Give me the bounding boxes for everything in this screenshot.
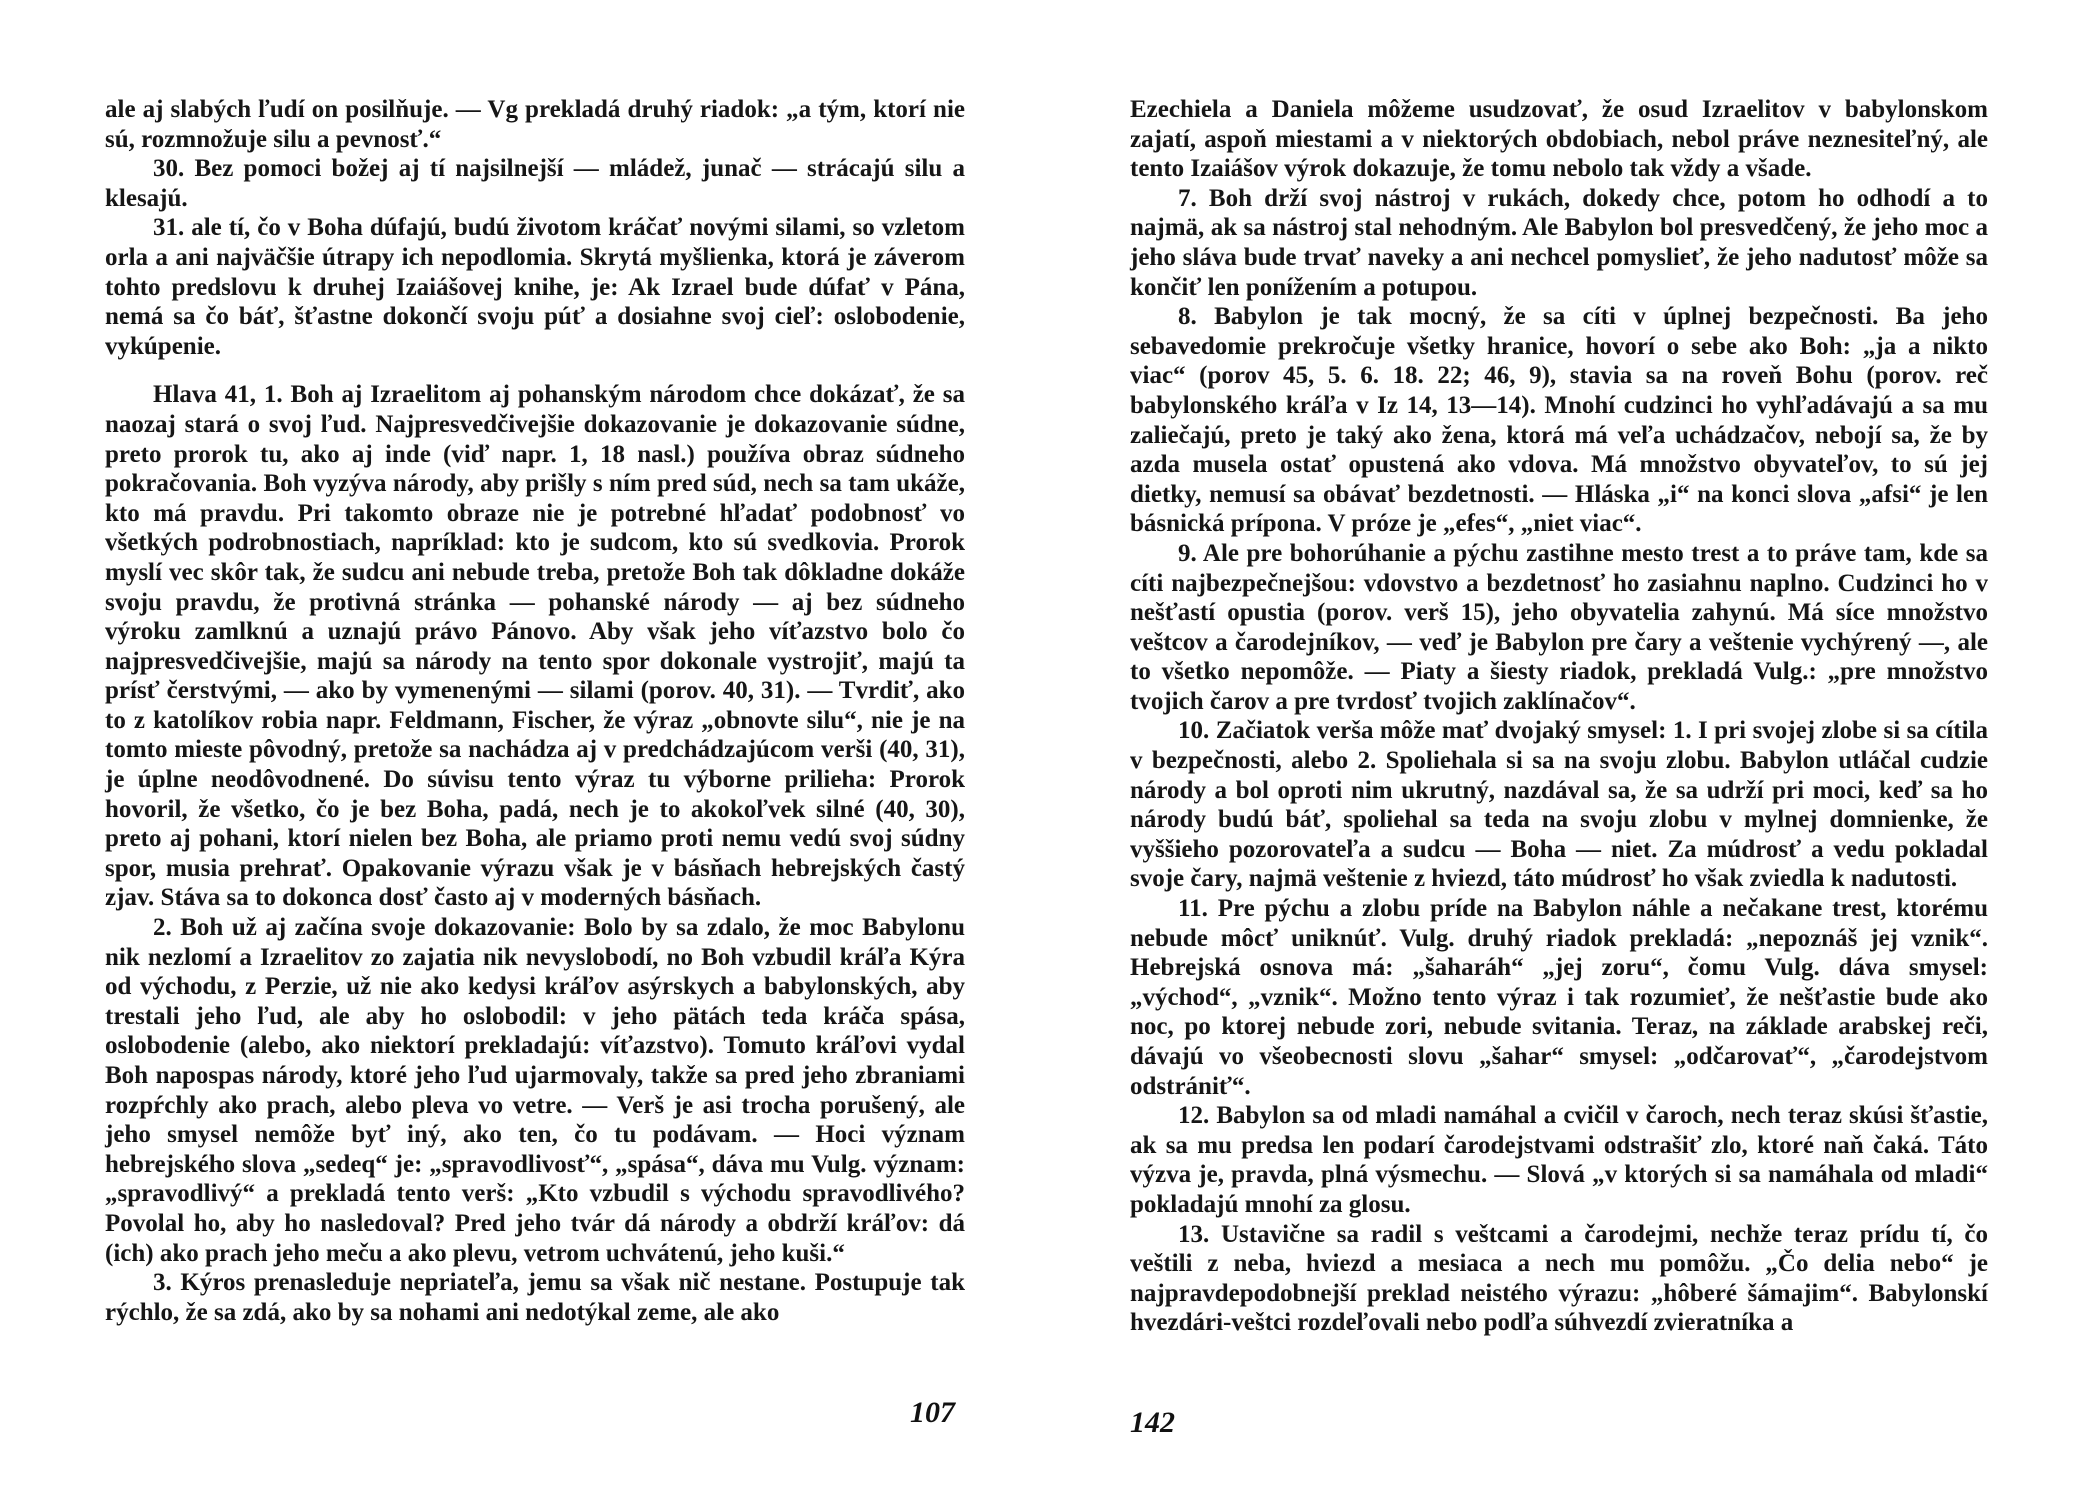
paragraph: 7. Boh drží svoj nástroj v rukách, dokedy chce, potom ho odhodí a to najmä, ak sa nástroj stal nehodným. Ale Babylon bol presvedčený, že jeho moc a jeho sláva bude trvať naveky a ani nechcel pomyslieť, že jeho nadutosť môže sa končiť len ponížením a potupou. bbox=[1130, 184, 1988, 301]
paragraph: 10. Začiatok verša môže mať dvojaký smysel: 1. I pri svojej zlobe si sa cítila v bezpečnosti, alebo 2. Spoliehala si sa na svoju zlobu. Babylon utláčal cudzie národy a bol oproti nim ukrutný, nazdával sa, že sa udrží pri moci, keď sa ho národy budú báť, spoliehal sa teda na svoju zlobu v mylnej domnienke, že vyššieho pozorovateľa a sudcu — Boha — niet. Za múdrosť a vedu pokladal svoje čary, najmä veštenie z hviezd, táto múdrosť ho však zviedla k nadutosti. bbox=[1130, 717, 1988, 893]
page-number: 107 bbox=[910, 1396, 955, 1429]
paragraph: 9. Ale pre bohorúhanie a pýchu zastihne mesto trest a to práve tam, kde sa cíti najbezpečnejšou: vdovstvo a bezdetnosť ho zasiahnu naplno. Cudzinci ho v nešťastí opustia (porov. verš 15), jeho obyvatelia zahynú. Má síce množstvo veštcov a čarodejníkov, — veď je Babylon pre čary a veštenie vychýrený —, ale to všetko nepomôže. — Piaty a šiesty riadok, prekladá Vulg.: „pre množstvo tvojich čarov a pre tvrdosť tvojich zaklínačov“. bbox=[1130, 539, 1988, 715]
left-text-column bbox=[105, 95, 965, 1327]
paragraph: Ezechiela a Daniela môžeme usudzovať, že osud Izraelitov v babylonskom zajatí, aspoň miestami a v niektorých obdobiach, nebol práve neznesiteľný, ale tento Izaiášov výrok dokazuje, že tomu nebolo tak vždy a všade. bbox=[1130, 96, 1988, 183]
paragraph: ale aj slabých ľudí on posilňuje. — Vg prekladá druhý riadok: „a tým, ktorí nie sú, rozmnožuje silu a pevnosť.“ bbox=[105, 96, 965, 153]
paragraph: 11. Pre pýchu a zlobu príde na Babylon náhle a nečakane trest, ktorému nebude môcť uniknúť. Vulg. druhý riadok prekladá: „nepoznáš jej vznik“. Hebrejská osnova má: „šaharáh“ „jej zoru“, čomu Vulg. dáva smysel: „východ“, „vznik“. Možno tento výraz i tak rozumieť, že nešťastie bude ako noc, po ktorej nebude zori, nebude svitania. Teraz, na základe arabskej reči, dávajú vo všeobecnosti slovu „šahar“ smysel: „odčarovať“, „čarodejstvom odstrániť“. bbox=[1130, 895, 1988, 1100]
paragraph: 8. Babylon je tak mocný, že sa cíti v úplnej bezpečnosti. Ba jeho sebavedomie prekročuje všetky hranice, hovorí o sebe ako Boh: „ja a nikto viac“ (porov 45, 5. 6. 18. 22; 46, 9), stavia sa na roveň Bohu (porov. reč babylonského kráľa v Iz 14, 13—14). Mnohí cudzinci ho vyhľadávajú a sa mu zaliečajú, preto je taký ako žena, ktorá má veľa uchádzačov, nebojí sa, že by azda musela ostať opustená ako vdova. Má množstvo obyvateľov, to sú jej dietky, nemusí sa obávať bezdetnosti. — Hláska „i“ na konci slova „afsi“ je len básnická prípona. V próze je „efes“, „niet viac“. bbox=[1130, 303, 1988, 538]
right-text-column bbox=[1130, 95, 1988, 1338]
right-page bbox=[1130, 0, 1988, 1500]
left-page bbox=[105, 0, 965, 1500]
paragraph: 12. Babylon sa od mladi namáhal a cvičil v čaroch, nech teraz skúsi šťastie, ak sa mu predsa len podarí čarodejstvami odstrašiť zlo, ktoré naň čaká. Táto výzva je, pravda, plná výsmechu. — Slová „v ktorých si sa namáhala od mladi“ pokladajú mnohí za glosu. bbox=[1130, 1102, 1988, 1218]
paragraph: 13. Ustavične sa radil s veštcami a čarodejmi, nechže teraz prídu tí, čo veštili z neba, hviezd a mesiaca a nech mu pomôžu. „Čo delia nebo“ je najpravdepodobnejší preklad neistého výrazu: „hôberé šámajim“. Babylonskí hvezdári-veštci rozdeľovali nebo podľa súhvezdí zvieratníka a bbox=[1130, 1220, 1988, 1337]
paragraph: 3. Kýros prenasleduje nepriateľa, jemu sa však nič nestane. Postupuje tak rýchlo, že sa zdá, ako by sa nohami ani nedotýkal zeme, ale ako bbox=[105, 1269, 965, 1326]
paragraph: 2. Boh už aj začína svoje dokazovanie: Bolo by sa zdalo, že moc Babylonu nik nezlomí a Izraelitov zo zajatia nik nevyslobodí, no Boh vzbudil kráľa Kýra od východu, z Perzie, už nie ako kedysi kráľov asýrskych a babylonských, aby trestali jeho ľud, ale aby ho oslobodil: v jeho pätách teda kráča spása, oslobodenie (alebo, ako niektorí prekladajú: víťazstvo). Tomuto kráľovi vydal Boh napospas národy, ktoré jeho ľud ujarmovaly, takže sa pred jeho zbraniami rozpŕchly ako prach, alebo pleva vo vetre. — Verš je asi trocha porušený, ale jeho smysel nemôže byť iný, ako ten, čo tu podávam. — Hoci význam hebrejského slova „sedeq“ je: „spravodlivosť“, „spása“, dáva mu Vulg. význam: „spravodlivý“ a prekladá tento verš: „Kto vzbudil s východu spravodlivého? Povolal ho, aby ho nasledoval? Pred jeho tvár dá národy a obdrží kráľov: dá (ich) ako prach jeho meču a ako plevu, vetrom uchvátenú, jeho kuši.“ bbox=[105, 914, 965, 1267]
paragraph-chapter-41: Hlava 41, 1. Boh aj Izraelitom aj pohanským národom chce dokázať, že sa naozaj stará o svoj ľud. Najpresvedčivejšie dokazovanie je dokazovanie súdne, preto prorok tu, ako aj inde (viď napr. 1, 18 nasl.) používa obraz súdneho pokračovania. Boh vyzýva národy, aby prišly s ním pred súd, nech sa tam ukáže, kto má pravdu. Pri takomto obraze nie je potrebné hľadať podobnosť vo všetkých podrobnostiach, napríklad: kto je sudcom, kto sú svedkovia. Prorok myslí vec skôr tak, že sudcu ani nebude treba, pretože Boh tak dôkladne dokáže svoju pravdu, že protivná stránka — pohanské národy — aj bez súdneho výroku zamlknú a uznajú právo Pánovo. Aby však jeho víťazstvo bolo čo najpresvedčivejšie, majú sa národy na tento spor dokonale vystrojiť, majú ta prísť čerstvými, — ako by vymenenými — silami (porov. 40, 31). — Tvrdiť, ako to z katolíkov robia napr. Feldmann, Fischer, že výraz „obnovte silu“, nie je na tomto mieste pôvodný, pretože sa nachádza aj v predchádzajúcom verši (40, 31), je úplne neodôvodnené. Do súvisu tento výraz tu výborne prilieha: Prorok hovoril, že všetko, čo je bez Boha, padá, nech je to akokoľvek silné (40, 30), preto aj pohani, ktorí nielen bez Boha, ale priamo proti nemu vedú svoj súdny spor, musia prehrať. Opakovanie výrazu však je v básňach hebrejských častý zjav. Stáva sa to dokonca dosť často aj v moderných básňach. bbox=[105, 381, 965, 912]
paragraph: 31. ale tí, čo v Boha dúfajú, budú životom kráčať novými silami, so vzletom orla a ani najväčšie útrapy ich nepodlomia. Skrytá myšlienka, ktorá je záverom tohto predslovu k druhej Izaiášovej knihe, je: Ak Izrael bude dúfať v Pána, nemá sa čo báť, šťastne dokončí svoju púť a dosiahne svoj cieľ: oslobodenie, vykúpenie. bbox=[105, 214, 965, 360]
paragraph: 30. Bez pomoci božej aj tí najsilnejší — mládež, junač — strácajú silu a klesajú. bbox=[105, 155, 965, 212]
page-number: 142 bbox=[1130, 1406, 1175, 1439]
